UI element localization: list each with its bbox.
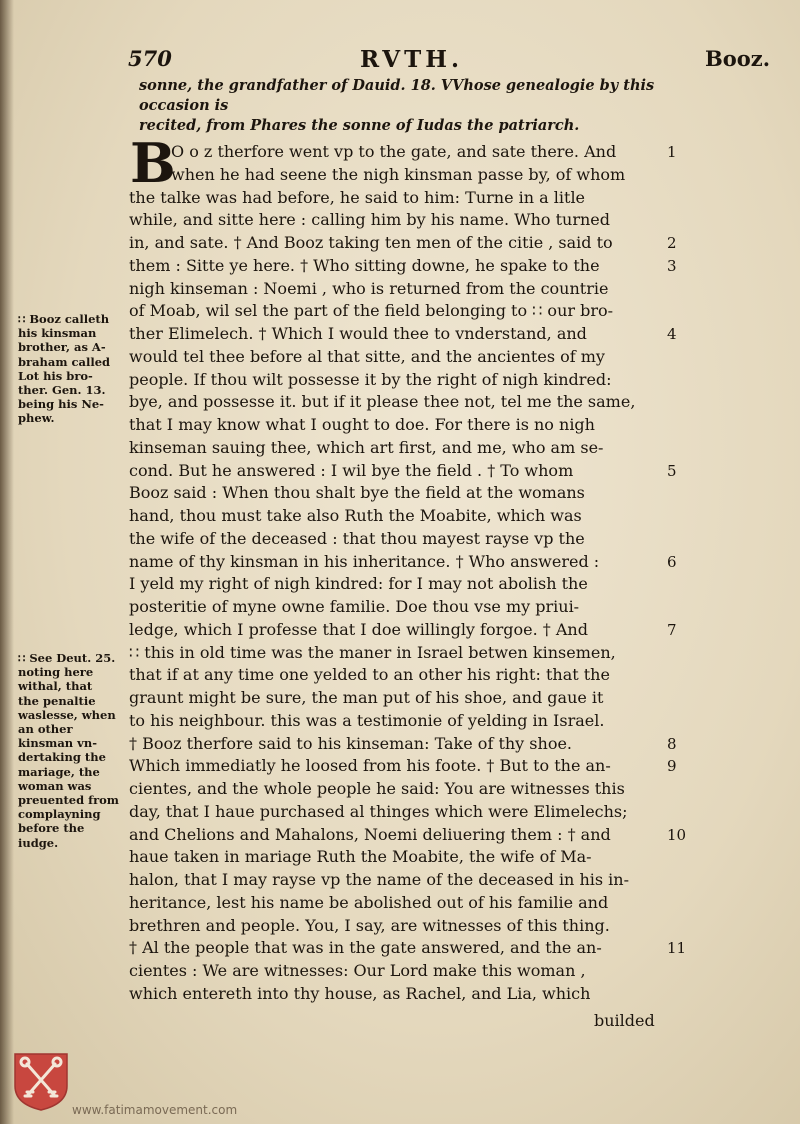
- text-line: kinseman sauing thee, which art first, and me, who am se-: [129, 437, 604, 457]
- margin-note-line: braham called: [18, 354, 111, 369]
- text-line: graunt might be sure, the man put of his shoe, and gaue it: [129, 688, 604, 707]
- text-line: the wife of the deceased : that thou mayest rayse vp the: [129, 528, 585, 548]
- text-line: heritance, lest his name be abolished out of his familie and: [129, 892, 609, 912]
- text-line: posteritie of myne owne familie. Doe thou vse my priui-: [129, 597, 580, 616]
- margin-note-line: dertaking the: [18, 750, 106, 765]
- text-line: and Chelions and Mahalons, Noemi deliuering them : † and: [129, 824, 611, 844]
- text-line: to his neighbour. this was a testimonie of yelding in Israel.: [129, 710, 605, 730]
- verse-number: 1: [667, 143, 677, 161]
- margin-note-line: mariage, the: [18, 764, 100, 779]
- text-line: Booz said : When thou shalt bye the field at the womans: [129, 483, 585, 503]
- summary-line: sonne, the grandfather of Dauid. 18. VVhose genealogie by this occasion is: [139, 77, 655, 114]
- text-line: hand, thou must take also Ruth the Moabite, which was: [129, 506, 582, 525]
- margin-note-line: his kinsman: [18, 326, 97, 341]
- text-line: them : Sitte ye here. † Who sitting downe, he spake to the: [129, 255, 600, 275]
- verse-number: 7: [667, 620, 677, 639]
- verse-number: 8: [667, 734, 677, 753]
- text-line: ther Elimelech. † Which I would thee to vnderstand, and: [129, 324, 587, 343]
- margin-note-line: ∷ Booz calleth: [18, 312, 110, 326]
- verse-number: 9: [667, 757, 677, 776]
- chapter-summary: [139, 76, 719, 136]
- margin-note-line: an other: [18, 722, 73, 737]
- text-line: ∷ this in old time was the maner in Israel betwen kinsemen,: [129, 642, 616, 662]
- text-line: Which immediatly he loosed from his foote. † But to the an-: [129, 756, 611, 776]
- summary-line: recited, from Phares the sonne of Iudas the patriarch.: [139, 117, 580, 134]
- text-line: nigh kinseman : Noemi , who is returned from the countrie: [129, 278, 609, 298]
- margin-note-line: the penaltie: [18, 693, 96, 708]
- side-title: Booz.: [705, 46, 770, 71]
- margin-note-line: ∷ See Deut. 25.: [18, 651, 116, 665]
- text-line: cientes : We are witnesses: Our Lord make this woman ,: [129, 961, 586, 980]
- text-line: brethren and people. You, I say, are witnesses of this thing.: [129, 915, 610, 935]
- margin-note-line: phew.: [18, 411, 55, 426]
- text-line: name of thy kinsman in his inheritance. † Who answered :: [129, 551, 600, 571]
- text-line: haue taken in mariage Ruth the Moabite, the wife of Ma-: [129, 847, 592, 867]
- text-line: cientes, and the whole people he said: You are witnesses this: [129, 779, 625, 798]
- verse-number: 6: [667, 552, 677, 571]
- text-line: people. If thou wilt possesse it by the right of nigh kindred:: [129, 369, 612, 389]
- margin-note-line: kinsman vn-: [18, 736, 97, 751]
- text-line: halon, that I may rayse vp the name of the deceased in his in-: [129, 870, 629, 889]
- margin-note-line: noting here: [18, 665, 94, 680]
- verse-number: 3: [667, 256, 677, 275]
- text-line: O o z therfore went vp to the gate, and sate there. And: [171, 142, 617, 161]
- text-line: when he had seene the nigh kinsman passe by, of whom: [171, 164, 626, 184]
- text-line: cond. But he answered : I wil bye the field . † To whom: [129, 460, 574, 480]
- text-line: would tel thee before al that sitte, and the ancientes of my: [129, 346, 605, 366]
- margin-note-line: preuented from: [18, 793, 119, 808]
- running-title: RVTH.: [360, 46, 463, 73]
- margin-note-line: Lot his bro-: [18, 368, 93, 383]
- margin-note-line: being his Ne-: [18, 397, 104, 412]
- text-line: I yeld my right of nigh kindred: for I may not abolish the: [129, 574, 588, 594]
- text-line: that if at any time one yelded to an other his right: that the: [129, 665, 610, 685]
- text-line: which entereth into thy house, as Rachel, and Lia, which: [129, 983, 591, 1003]
- margin-note-line: woman was: [18, 778, 92, 793]
- margin-note-line: iudge.: [18, 835, 59, 850]
- fatima-movement-logo-icon: [13, 1052, 69, 1112]
- verse-number: 2: [667, 234, 677, 252]
- text-line: in, and sate. † And Booz taking ten men of the citie , said to: [129, 233, 613, 252]
- margin-note-deut: [18, 651, 130, 850]
- gutter-shadow: [0, 0, 14, 1124]
- verse-number: 11: [667, 939, 687, 958]
- text-line: of Moab, wil sel the part of the field belonging to ∷ our bro-: [129, 301, 614, 321]
- page-number: 570: [128, 46, 172, 71]
- text-line: † Booz therfore said to his kinseman: Take of thy shoe.: [129, 733, 573, 753]
- margin-note-booz-kinsman: [18, 312, 130, 426]
- text-line: while, and sitte here : calling him by his name. Who turned: [129, 210, 611, 230]
- margin-note-line: ther. Gen. 13.: [18, 383, 106, 398]
- margin-note-line: withal, that: [18, 679, 93, 694]
- catchword: builded: [594, 1011, 655, 1030]
- website-credit: www.fatimamovement.com: [72, 1103, 238, 1117]
- margin-note-line: brother, as A-: [18, 340, 106, 355]
- verse-number: 5: [667, 461, 677, 480]
- verse-number: 4: [667, 325, 677, 343]
- verse-number: 10: [667, 825, 687, 844]
- margin-note-line: waslesse, when: [18, 707, 116, 722]
- text-line: bye, and possesse it. but if it please thee not, tel me the same,: [129, 392, 636, 412]
- drop-cap: B: [130, 131, 176, 195]
- margin-note-line: before the: [18, 821, 85, 836]
- text-line: ledge, which I professe that I doe willingly forgoe. † And: [129, 619, 588, 639]
- body-text: [129, 141, 664, 1006]
- margin-note-line: complayning: [18, 807, 101, 822]
- text-line: that I may know what I ought to doe. For there is no nigh: [129, 415, 595, 434]
- text-line: day, that I haue purchased al thinges which were Elimelechs;: [129, 801, 628, 821]
- text-line: † Al the people that was in the gate answered, and the an-: [129, 938, 602, 958]
- text-line: the talke was had before, he said to him: Turne in a litle: [129, 187, 586, 207]
